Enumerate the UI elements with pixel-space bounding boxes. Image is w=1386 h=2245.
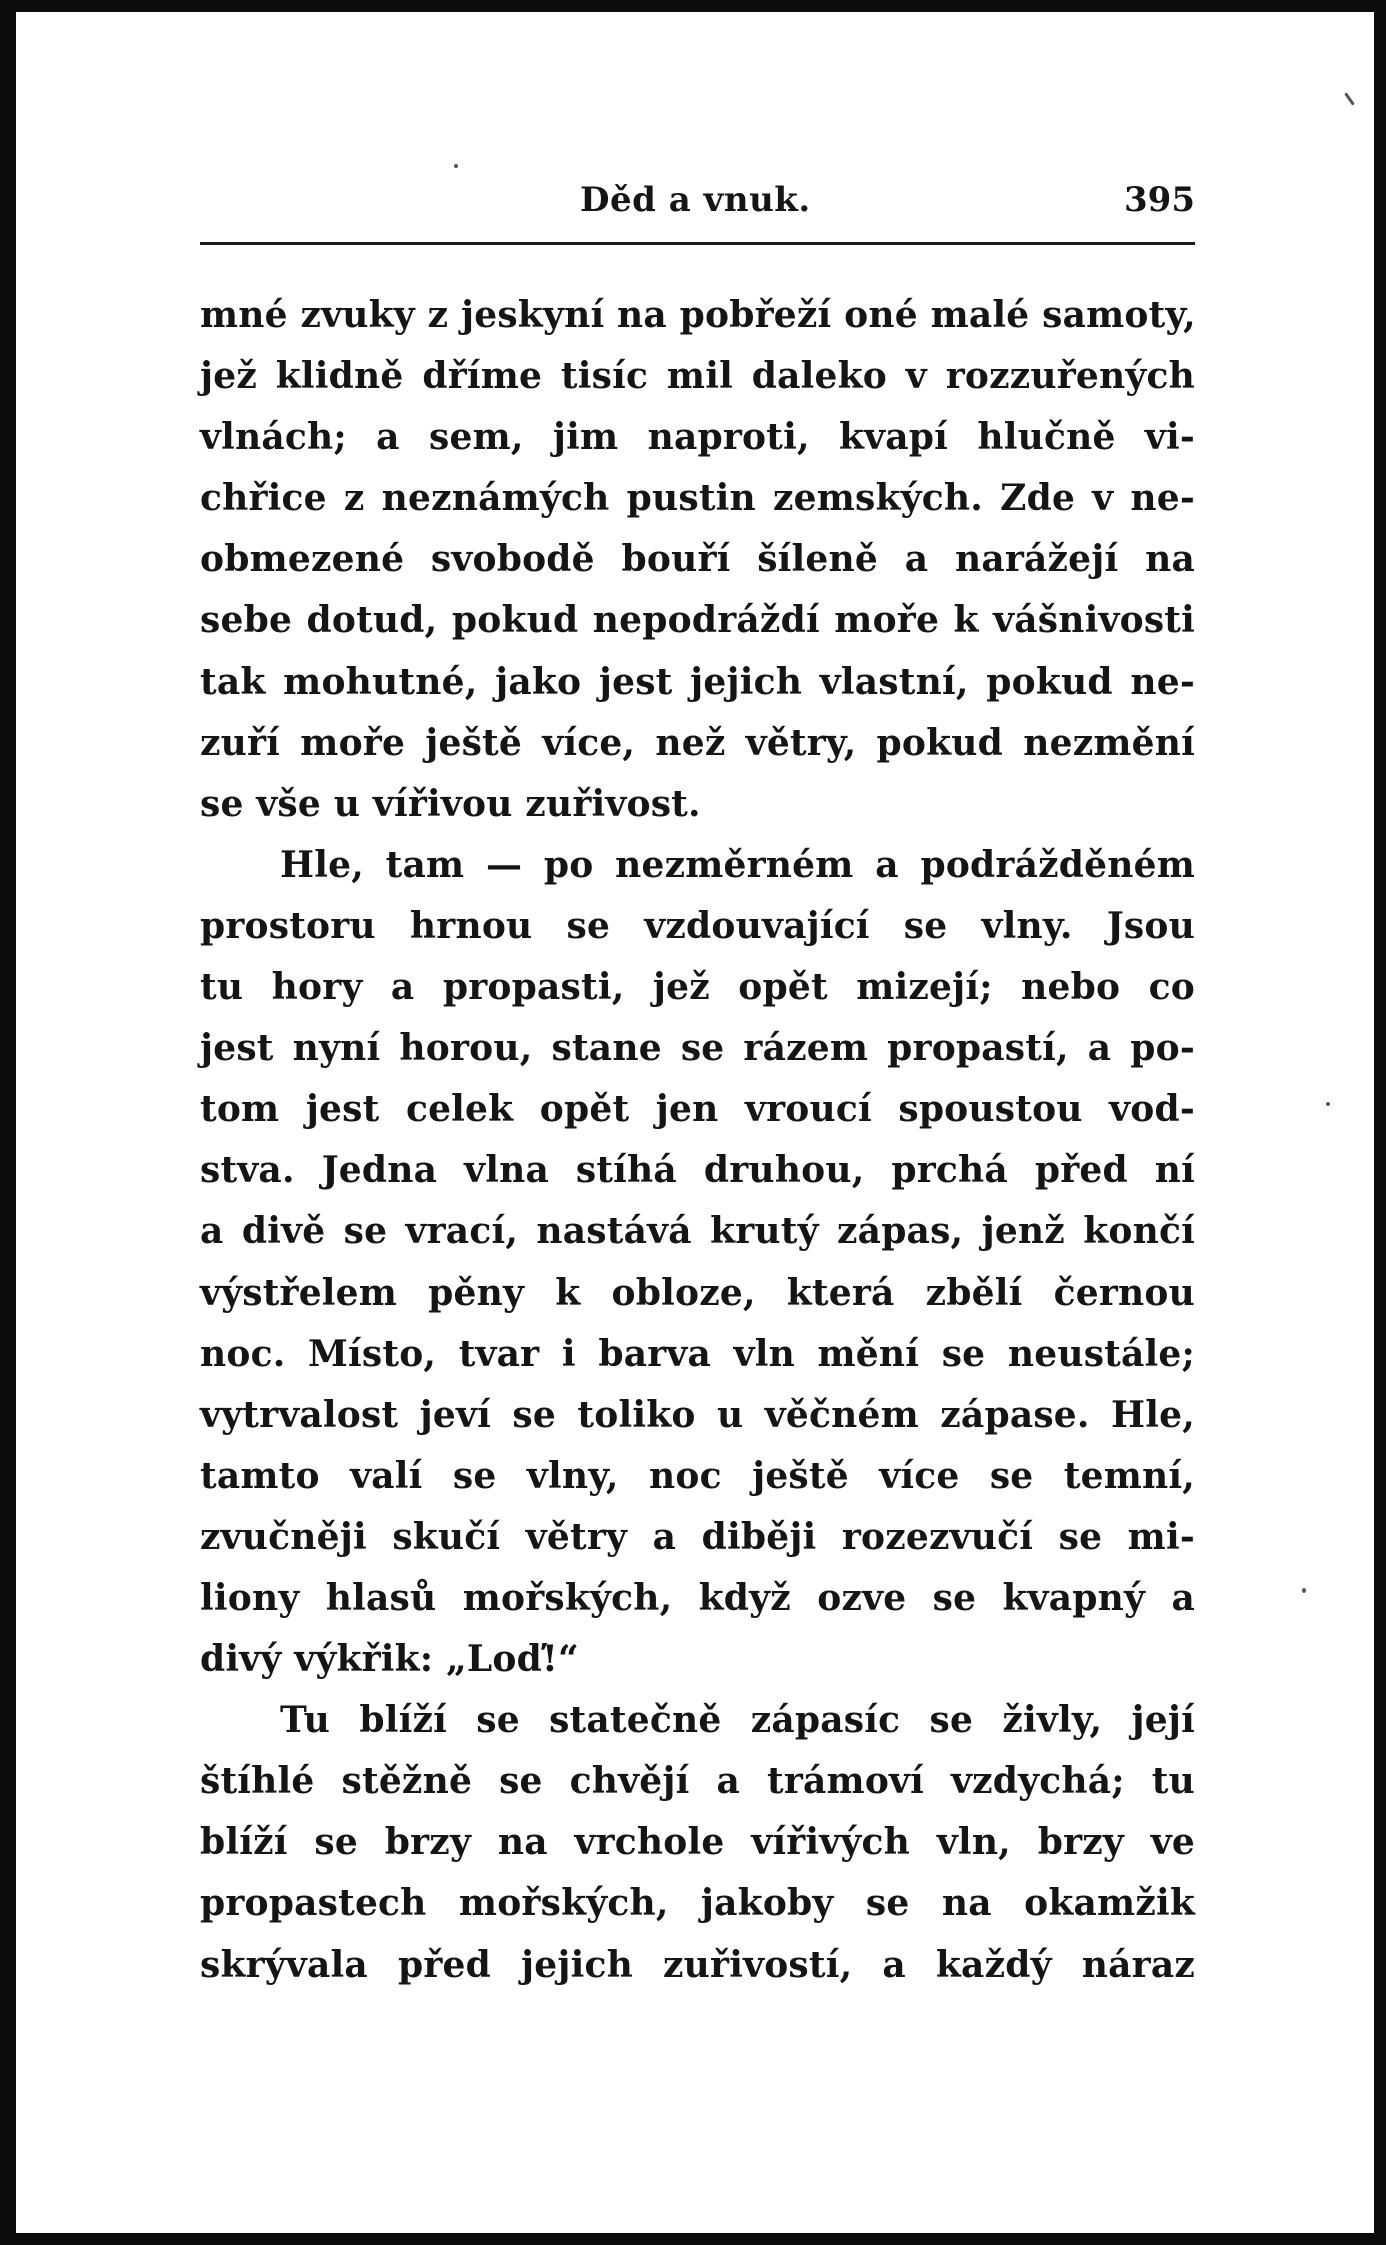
text-line: prostoru hrnou se vzdouvající se vlny. Jsou xyxy=(200,904,1195,947)
text-line: liony hlasů mořských, když ozve se kvapný a xyxy=(200,1576,1195,1619)
text-line: blíží se brzy na vrchole vířivých vln, brzy ve xyxy=(200,1821,1195,1864)
header-rule xyxy=(200,242,1195,245)
scan-speck xyxy=(1344,92,1354,105)
text-line: zvučněji skučí větry a diběji rozezvučí se mi- xyxy=(200,1515,1195,1558)
text-line: jež klidně dříme tisíc mil daleko v rozzuřených xyxy=(200,355,1195,398)
text-line: skrývala před jejich zuřivostí, a každý náraz xyxy=(200,1943,1195,1986)
text-line: propastech mořských, jakoby se na okamžik xyxy=(200,1882,1195,1925)
scan-border-bottom xyxy=(0,2233,1386,2245)
scan-border-top xyxy=(0,0,1386,12)
text-line: štíhlé stěžně se chvějí a trámoví vzdychá; tu xyxy=(200,1760,1195,1803)
text-line: jest nyní horou, stane se rázem propastí, a po- xyxy=(200,1027,1195,1070)
text-line: divý výkřik: „Loď!“ xyxy=(200,1638,579,1681)
text-line: noc. Místo, tvar i barva vln mění se neustále; xyxy=(200,1332,1195,1375)
text-line: se vše u vířivou zuřivost. xyxy=(200,782,701,825)
body-text xyxy=(200,285,1195,1996)
text-line: výstřelem pěny k obloze, která zbělí černou xyxy=(200,1271,1195,1314)
text-line: stva. Jedna vlna stíhá druhou, prchá před ní xyxy=(200,1149,1195,1192)
scan-speck xyxy=(1302,1588,1306,1593)
text-line: tu hory a propasti, jež opět mizejí; nebo co xyxy=(200,966,1195,1009)
text-line: a divě se vrací, nastává krutý zápas, jenž končí xyxy=(200,1210,1195,1253)
page-number: 395 xyxy=(1124,180,1195,220)
text-line: vlnách; a sem, jim naproti, kvapí hlučně vi- xyxy=(200,416,1195,459)
text-line: Hle, tam — po nezměrném a podrážděném xyxy=(280,843,1195,886)
text-line: mné zvuky z jeskyní na pobřeží oné malé samoty, xyxy=(200,294,1196,336)
scan-border-left xyxy=(0,0,16,2245)
text-line: Tu blíží se statečně zápasíc se živly, její xyxy=(280,1699,1195,1742)
running-title: Děd a vnuk. xyxy=(580,180,811,220)
scan-speck xyxy=(454,164,458,168)
text-line: tom jest celek opět jen vroucí spoustou vod- xyxy=(200,1088,1195,1131)
running-head xyxy=(200,180,1195,232)
text-line: tak mohutné, jako jest jejich vlastní, pokud ne- xyxy=(200,660,1195,703)
scan-speck xyxy=(1326,1102,1330,1106)
text-line: obmezené svobodě bouří šíleně a narážejí na xyxy=(200,538,1195,581)
text-line: sebe dotud, pokud nepodráždí moře k vášnivosti xyxy=(200,599,1195,642)
text-line: tamto valí se vlny, noc ještě více se temní, xyxy=(200,1454,1195,1497)
text-line: zuří moře ještě více, než větry, pokud nezmění xyxy=(200,721,1195,764)
scan-border-right xyxy=(1374,0,1386,2245)
text-line: chřice z neznámých pustin zemských. Zde v ne- xyxy=(200,477,1195,520)
book-page xyxy=(200,180,1195,1996)
text-line: vytrvalost jeví se toliko u věčném zápase. Hle, xyxy=(200,1393,1195,1436)
